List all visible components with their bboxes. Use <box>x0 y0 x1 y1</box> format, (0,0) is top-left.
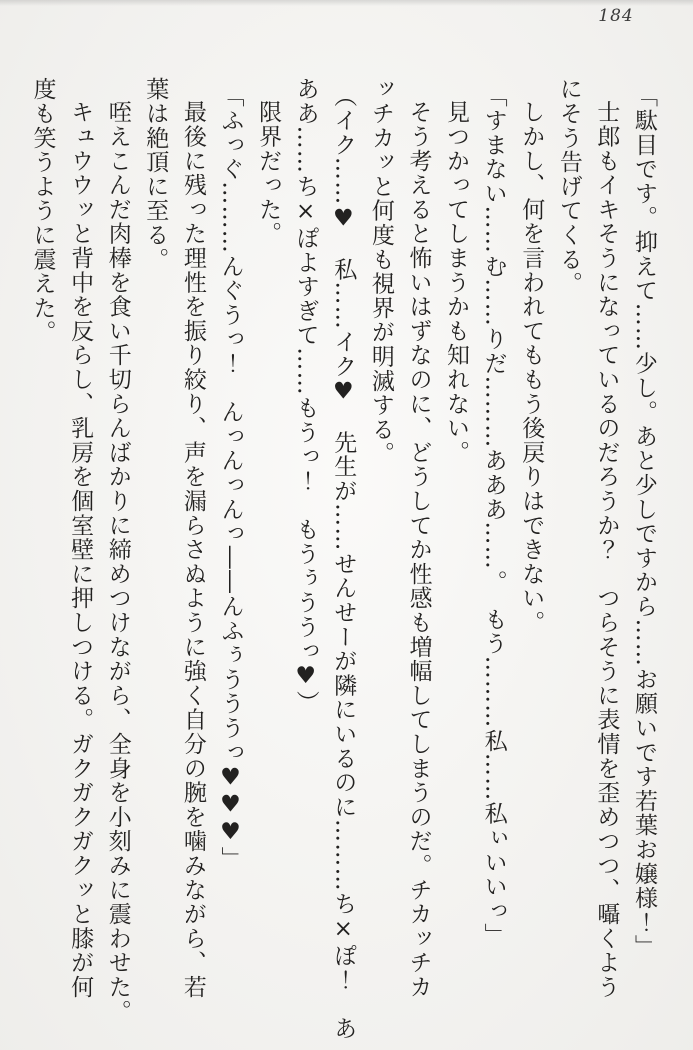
text-line: ッチカッと何度も視界が明滅する。 <box>367 77 394 466</box>
text-line: 限界だった。 <box>255 100 282 246</box>
text-line: そう考えると怖いはずなのに、どうしてか性感も増幅してしまうのだ。チカッチカ <box>405 100 432 1000</box>
text-line: 見つかってしまうかも知れない。 <box>443 100 470 465</box>
text-line: 最後に残った理性を振り絞り、声を漏らさぬように強く自分の腕を噛みながら、若 <box>179 100 206 1000</box>
text-line: （イク……♥ 私……イク♥ 先生が……せんせーが隣にいるのに………ち×ぽ！ あ <box>330 83 357 1041</box>
text-line: にそう告げてくる。 <box>555 77 582 296</box>
text-line: キュウウッと背中を反らし、乳房を個室壁に押しつける。ガクガクガクッと膝が何 <box>67 100 94 1000</box>
text-line: 「すまない……む……りだ………あああ……。 もう………私……私ぃいいっ」 <box>480 83 507 948</box>
text-line: 「駄目です。抑えて……少し。あと少しですから……お願いです若葉お嬢様！」 <box>631 83 657 959</box>
text-line: 咥えこんだ肉棒を食い千切らんばかりに締めつけながら、全身を小刻みに震わせた。 <box>104 100 131 1024</box>
text-block <box>23 77 662 1041</box>
text-line: 「ふっぐ………んぐうっ！ んっんっんっ――んふぅうううっ♥♥♥」 <box>217 83 244 871</box>
text-line: 葉は絶頂に至る。 <box>142 77 169 272</box>
page-number: 184 <box>598 6 634 26</box>
text-line: 士郎もイキそうになっているのだろうか？ つらそうに表情を歪めつつ、囁くよう <box>593 100 620 1000</box>
text-line: 度も笑うように震えた。 <box>29 77 56 345</box>
text-line: ああ……ち×ぽよすぎて……もうっ！ もうぅううっ♥） <box>292 77 319 715</box>
text-line: しかし、何を言われてももう後戻りはできない。 <box>518 100 545 635</box>
